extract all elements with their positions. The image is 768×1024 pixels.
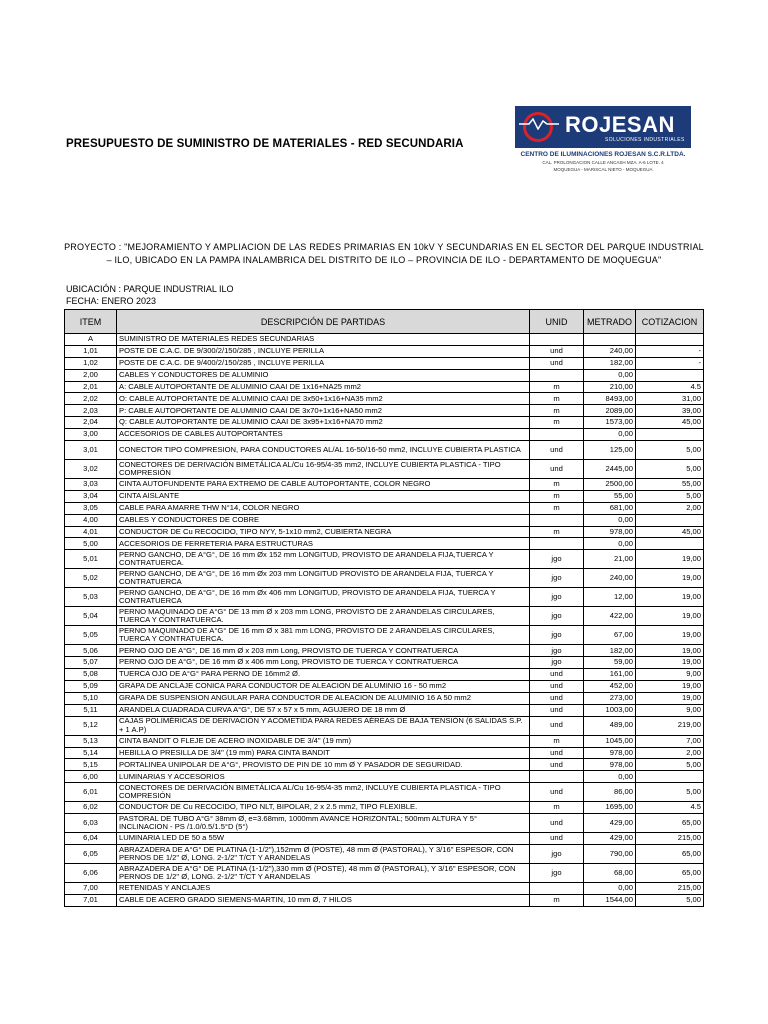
logo-company: CENTRO DE ILUMINACIONES ROJESAN S.C.R.LTDA. bbox=[520, 151, 686, 158]
cell-quantity: 273,00 bbox=[584, 692, 636, 704]
cell-price: 215,00 bbox=[636, 833, 704, 845]
cell-price: 45,00 bbox=[636, 417, 704, 429]
cell-item: 7,01 bbox=[65, 894, 117, 906]
logo-address: CAL. PROLONGACION CALLE ANCASH MZA. A-6 LOTE. 4 bbox=[542, 160, 664, 165]
cell-item: 3,05 bbox=[65, 502, 117, 514]
cell-unit: jgo bbox=[530, 864, 584, 883]
cell-item: 3,04 bbox=[65, 490, 117, 502]
cell-item: 2,02 bbox=[65, 393, 117, 405]
cell-unit bbox=[530, 334, 584, 346]
table-body bbox=[65, 334, 704, 907]
cell-quantity: 21,00 bbox=[584, 550, 636, 569]
table-row bbox=[65, 569, 704, 588]
cell-quantity: 240,00 bbox=[584, 345, 636, 357]
cell-quantity: 422,00 bbox=[584, 607, 636, 626]
logo-banner bbox=[515, 106, 691, 148]
table-row bbox=[65, 747, 704, 759]
cell-unit: und bbox=[530, 669, 584, 681]
cell-description: CONECTORES DE DERIVACIÓN BIMETÁLICA AL/Cu 16-95/4-35 mm2, INCLUYE CUBIERTA PLASTICA - TIPO COMPRESIÓN bbox=[117, 783, 530, 802]
cell-quantity: 240,00 bbox=[584, 569, 636, 588]
cell-quantity: 429,00 bbox=[584, 814, 636, 833]
cell-quantity bbox=[584, 334, 636, 346]
cell-quantity: 12,00 bbox=[584, 588, 636, 607]
cell-quantity: 125,00 bbox=[584, 441, 636, 460]
cell-description: PERNO OJO DE A°G°, DE 16 mm Ø x 406 mm Long, PROVISTO DE TUERCA Y CONTRATUERCA bbox=[117, 657, 530, 669]
cell-price: 19,00 bbox=[636, 681, 704, 693]
cell-price: 19,00 bbox=[636, 657, 704, 669]
cell-description: P: CABLE AUTOPORTANTE DE ALUMINIO CAAI DE 3x70+1x16+NA50 mm2 bbox=[117, 405, 530, 417]
cell-unit: jgo bbox=[530, 607, 584, 626]
cell-unit: und bbox=[530, 460, 584, 479]
cell-quantity: 210,00 bbox=[584, 381, 636, 393]
cell-item: 6,02 bbox=[65, 802, 117, 814]
logo-wave-icon bbox=[519, 118, 559, 130]
cell-description: CABLE PARA AMARRE THW N°14, COLOR NEGRO bbox=[117, 502, 530, 514]
cell-quantity: 86,00 bbox=[584, 783, 636, 802]
cell-price: 215,00 bbox=[636, 883, 704, 895]
cell-price: 65,00 bbox=[636, 814, 704, 833]
cell-price: 39,00 bbox=[636, 405, 704, 417]
cell-quantity: 182,00 bbox=[584, 645, 636, 657]
table-row bbox=[65, 357, 704, 369]
table-row bbox=[65, 334, 704, 346]
cell-price: 5,00 bbox=[636, 894, 704, 906]
cell-description: POSTE DE C.A.C. DE 9/300/2/150/285 , INCLUYE PERILLA bbox=[117, 345, 530, 357]
table-row bbox=[65, 735, 704, 747]
table-row bbox=[65, 814, 704, 833]
cell-quantity: 0,00 bbox=[584, 369, 636, 381]
logo-contact: MOQUEGUA - MARISCAL NIETO - MOQUEGUA bbox=[553, 167, 653, 172]
cell-price: 19,00 bbox=[636, 588, 704, 607]
cell-price: 5,00 bbox=[636, 441, 704, 460]
cell-quantity: 978,00 bbox=[584, 759, 636, 771]
cell-item: 2,00 bbox=[65, 369, 117, 381]
cell-unit bbox=[530, 514, 584, 526]
cell-description: LUMINARIA LED DE 50 a 55W bbox=[117, 833, 530, 845]
header-description: DESCRIPCIÓN DE PARTIDAS bbox=[117, 310, 530, 334]
table-row bbox=[65, 502, 704, 514]
cell-item: A bbox=[65, 334, 117, 346]
table-row bbox=[65, 514, 704, 526]
cell-price: 31,00 bbox=[636, 393, 704, 405]
cell-quantity: 59,00 bbox=[584, 657, 636, 669]
cell-item: 3,02 bbox=[65, 460, 117, 479]
cell-description: PERNO OJO DE A°G°, DE 16 mm Ø x 203 mm Long, PROVISTO DE TUERCA Y CONTRATUERCA bbox=[117, 645, 530, 657]
cell-item: 5,13 bbox=[65, 735, 117, 747]
cell-price: 19,00 bbox=[636, 645, 704, 657]
company-logo bbox=[515, 106, 691, 174]
cell-price: 2,00 bbox=[636, 747, 704, 759]
cell-unit: und bbox=[530, 716, 584, 735]
cell-price: 5,00 bbox=[636, 783, 704, 802]
cell-quantity: 161,00 bbox=[584, 669, 636, 681]
cell-unit: m bbox=[530, 802, 584, 814]
cell-quantity: 0,00 bbox=[584, 538, 636, 550]
cell-item: 5,14 bbox=[65, 747, 117, 759]
cell-item: 2,03 bbox=[65, 405, 117, 417]
cell-item: 5,01 bbox=[65, 550, 117, 569]
cell-item: 4,00 bbox=[65, 514, 117, 526]
cell-unit: m bbox=[530, 502, 584, 514]
cell-description: PORTALINEA UNIPOLAR DE A°G°, PROVISTO DE PIN DE 10 mm Ø Y PASADOR DE SEGURIDAD. bbox=[117, 759, 530, 771]
cell-unit: jgo bbox=[530, 645, 584, 657]
table-row bbox=[65, 845, 704, 864]
cell-price bbox=[636, 369, 704, 381]
table-row bbox=[65, 669, 704, 681]
cell-unit: jgo bbox=[530, 550, 584, 569]
cell-quantity: 429,00 bbox=[584, 833, 636, 845]
date-line: FECHA: ENERO 2023 bbox=[66, 296, 157, 306]
cell-unit: und bbox=[530, 441, 584, 460]
cell-unit: m bbox=[530, 381, 584, 393]
header-unit: UNID bbox=[530, 310, 584, 334]
cell-item: 5,08 bbox=[65, 669, 117, 681]
cell-unit: und bbox=[530, 692, 584, 704]
cell-description: PASTORAL DE TUBO A°G° 38mm Ø, e=3.68mm, 1000mm AVANCE HORIZONTAL; 500mm ALTURA Y 5° INCLINACION - PS /1.0/0.5/1.5°D (5°) bbox=[117, 814, 530, 833]
cell-description: CINTA AISLANTE bbox=[117, 490, 530, 502]
cell-description: CINTA AUTOFUNDENTE PARA EXTREMO DE CABLE AUTOPORTANTE, COLOR NEGRO bbox=[117, 479, 530, 491]
cell-description: CONECTORES DE DERIVACIÓN BIMETÁLICA AL/Cu 16-95/4-35 mm2, INCLUYE CUBIERTA PLASTICA - TIPO COMPRESIÓN bbox=[117, 460, 530, 479]
table-row bbox=[65, 538, 704, 550]
cell-item: 5,11 bbox=[65, 704, 117, 716]
cell-unit: und bbox=[530, 704, 584, 716]
cell-quantity: 182,00 bbox=[584, 357, 636, 369]
location-line: UBICACIÓN : PARQUE INDUSTRIAL ILO bbox=[66, 284, 234, 294]
cell-price: 45,00 bbox=[636, 526, 704, 538]
table-row bbox=[65, 645, 704, 657]
cell-quantity: 452,00 bbox=[584, 681, 636, 693]
cell-description: ABRAZADERA DE A°G° DE PLATINA (1-1/2"),152mm Ø (POSTE), 48 mm Ø (PASTORAL), Y 3/16" ESPESOR, CON PERNOS DE 1/2" Ø, LONG. 2-1/2" T/CT Y ARANDELAS bbox=[117, 845, 530, 864]
cell-unit: und bbox=[530, 759, 584, 771]
cell-description: Q: CABLE AUTOPORTANTE DE ALUMINIO CAAI DE 3x95+1x16+NA70 mm2 bbox=[117, 417, 530, 429]
table-row bbox=[65, 588, 704, 607]
cell-unit bbox=[530, 883, 584, 895]
table-row bbox=[65, 460, 704, 479]
cell-description: PERNO GANCHO, DE A°G°, DE 16 mm Øx 406 mm LONGITUD, PROVISTO DE ARANDELA FIJA, TUERCA Y CONTRATUERCA bbox=[117, 588, 530, 607]
cell-price: 19,00 bbox=[636, 550, 704, 569]
cell-price: 65,00 bbox=[636, 864, 704, 883]
cell-unit: m bbox=[530, 526, 584, 538]
cell-unit: jgo bbox=[530, 845, 584, 864]
cell-item: 6,00 bbox=[65, 771, 117, 783]
cell-unit: und bbox=[530, 783, 584, 802]
cell-quantity: 1544,00 bbox=[584, 894, 636, 906]
cell-price: 65,00 bbox=[636, 845, 704, 864]
cell-price: 9,00 bbox=[636, 704, 704, 716]
cell-description: HEBILLA O PRESILLA DE 3/4" (19 mm) PARA CINTA BANDIT bbox=[117, 747, 530, 759]
table-row bbox=[65, 681, 704, 693]
cell-unit: m bbox=[530, 490, 584, 502]
cell-description: GRAPA DE ANCLAJE CONICA PARA CONDUCTOR DE ALEACION DE ALUMINIO 16 - 50 mm2 bbox=[117, 681, 530, 693]
cell-item: 1,02 bbox=[65, 357, 117, 369]
table-row bbox=[65, 429, 704, 441]
cell-description: PERNO MAQUINADO DE A°G° DE 16 mm Ø x 381 mm LONG, PROVISTO DE 2 ARANDELAS CIRCULARES, TUERCA Y CONTRATUERCA. bbox=[117, 626, 530, 645]
cell-item: 4,01 bbox=[65, 526, 117, 538]
table-row bbox=[65, 833, 704, 845]
cell-item: 5,06 bbox=[65, 645, 117, 657]
cell-unit bbox=[530, 538, 584, 550]
cell-item: 7,00 bbox=[65, 883, 117, 895]
cell-description: CONDUCTOR DE Cu RECOCIDO, TIPO NLT, BIPOLAR, 2 x 2.5 mm2, TIPO FLEXIBLE. bbox=[117, 802, 530, 814]
page-title: PRESUPUESTO DE SUMINISTRO DE MATERIALES - RED SECUNDARIA bbox=[66, 138, 464, 150]
table-row bbox=[65, 393, 704, 405]
cell-price bbox=[636, 771, 704, 783]
cell-description: GRAPA DE SUSPENSION ANGULAR PARA CONDUCTOR DE ALEACION DE ALUMINIO 16 A 50 mm2 bbox=[117, 692, 530, 704]
cell-description: TUERCA OJO DE A°G° PARA PERNO DE 16mm2 Ø. bbox=[117, 669, 530, 681]
cell-price bbox=[636, 429, 704, 441]
cell-description: ARANDELA CUADRADA CURVA A°G°, DE 57 x 57 x 5 mm, AGUJERO DE 18 mm Ø bbox=[117, 704, 530, 716]
cell-unit bbox=[530, 369, 584, 381]
cell-item: 5,04 bbox=[65, 607, 117, 626]
cell-price: 5,00 bbox=[636, 460, 704, 479]
cell-item: 6,06 bbox=[65, 864, 117, 883]
cell-quantity: 2089,00 bbox=[584, 405, 636, 417]
cell-item: 5,12 bbox=[65, 716, 117, 735]
cell-description: CABLE DE ACERO GRADO SIEMENS-MARTIN, 10 mm Ø, 7 HILOS bbox=[117, 894, 530, 906]
cell-item: 5,05 bbox=[65, 626, 117, 645]
cell-price: 4.5 bbox=[636, 381, 704, 393]
cell-price bbox=[636, 538, 704, 550]
table-row bbox=[65, 704, 704, 716]
cell-item: 5,07 bbox=[65, 657, 117, 669]
cell-description: LUMINARIAS Y ACCESORIOS bbox=[117, 771, 530, 783]
cell-description: RETENIDAS Y ANCLAJES bbox=[117, 883, 530, 895]
table-row bbox=[65, 894, 704, 906]
cell-unit: jgo bbox=[530, 657, 584, 669]
table-row bbox=[65, 381, 704, 393]
cell-quantity: 8493,00 bbox=[584, 393, 636, 405]
cell-description: CINTA BANDIT O FLEJE DE ACERO INOXIDABLE DE 3/4" (19 mm) bbox=[117, 735, 530, 747]
cell-price: 4.5 bbox=[636, 802, 704, 814]
cell-price: 9,00 bbox=[636, 669, 704, 681]
cell-quantity: 1003,00 bbox=[584, 704, 636, 716]
table-row bbox=[65, 441, 704, 460]
cell-quantity: 0,00 bbox=[584, 429, 636, 441]
cell-item: 6,04 bbox=[65, 833, 117, 845]
logo-subtitle: SOLUCIONES INDUSTRIALES bbox=[605, 137, 685, 143]
cell-unit: und bbox=[530, 747, 584, 759]
cell-item: 2,04 bbox=[65, 417, 117, 429]
header-item: ITEM bbox=[65, 310, 117, 334]
cell-quantity: 55,00 bbox=[584, 490, 636, 502]
logo-name: ROJESAN bbox=[565, 112, 675, 137]
cell-description: ABRAZADERA DE A°G° DE PLATINA (1-1/2"),330 mm Ø (POSTE), 48 mm Ø (PASTORAL), Y 3/16" ESPESOR, CON PERNOS DE 1/2" Ø, LONG. 2-1/2" T/CT Y ARANDELAS bbox=[117, 864, 530, 883]
cell-description: ACCESORIOS DE CABLES AUTOPORTANTES bbox=[117, 429, 530, 441]
cell-price: 5,00 bbox=[636, 490, 704, 502]
cell-description: PERNO MAQUINADO DE A°G° DE 13 mm Ø x 203 mm LONG, PROVISTO DE 2 ARANDELAS CIRCULARES, TUERCA Y CONTRATUERCA. bbox=[117, 607, 530, 626]
cell-item: 6,05 bbox=[65, 845, 117, 864]
cell-unit: und bbox=[530, 833, 584, 845]
cell-quantity: 1045,00 bbox=[584, 735, 636, 747]
budget-table bbox=[64, 309, 704, 907]
cell-item: 5,03 bbox=[65, 588, 117, 607]
header-price: COTIZACION bbox=[636, 310, 704, 334]
table-row bbox=[65, 883, 704, 895]
cell-quantity: 790,00 bbox=[584, 845, 636, 864]
cell-unit: m bbox=[530, 479, 584, 491]
cell-item: 3,03 bbox=[65, 479, 117, 491]
cell-description: PERNO GANCHO, DE A°G°, DE 16 mm Øx 203 mm LONGITUD PROVISTO DE ARANDELA FIJA, TUERCA Y CONTRATUERCA bbox=[117, 569, 530, 588]
cell-price: 19,00 bbox=[636, 569, 704, 588]
cell-item: 3,00 bbox=[65, 429, 117, 441]
table-row bbox=[65, 802, 704, 814]
cell-price: - bbox=[636, 357, 704, 369]
cell-description: CABLES Y CONDUCTORES DE ALUMINIO bbox=[117, 369, 530, 381]
cell-unit: m bbox=[530, 894, 584, 906]
cell-price bbox=[636, 514, 704, 526]
cell-quantity: 681,00 bbox=[584, 502, 636, 514]
table-row bbox=[65, 479, 704, 491]
table-row bbox=[65, 626, 704, 645]
cell-price: - bbox=[636, 345, 704, 357]
table-row bbox=[65, 345, 704, 357]
cell-item: 5,00 bbox=[65, 538, 117, 550]
cell-quantity: 68,00 bbox=[584, 864, 636, 883]
table-row bbox=[65, 490, 704, 502]
cell-description: POSTE DE C.A.C. DE 9/400/2/150/285 , INCLUYE PERILLA bbox=[117, 357, 530, 369]
cell-unit: m bbox=[530, 405, 584, 417]
cell-quantity: 1695,00 bbox=[584, 802, 636, 814]
cell-unit: und bbox=[530, 357, 584, 369]
cell-quantity: 978,00 bbox=[584, 526, 636, 538]
project-description: PROYECTO : "MEJORAMIENTO Y AMPLIACION DE LAS REDES PRIMARIAS EN 10kV Y SECUNDARIAS EN EL SECTOR DEL PARQUE INDUSTRIAL – ILO, UBICADO EN LA PAMPA INALAMBRICA DEL DISTRITO DE ILO – PROVINCIA DE ILO - DEPARTAMENTO DE MOQUEGUA" bbox=[64, 242, 704, 265]
cell-description: CABLES Y CONDUCTORES DE COBRE bbox=[117, 514, 530, 526]
cell-unit: und bbox=[530, 814, 584, 833]
table-row bbox=[65, 405, 704, 417]
cell-description: ACCESORIOS DE FERRETERIA PARA ESTRUCTURAS bbox=[117, 538, 530, 550]
cell-price: 219,00 bbox=[636, 716, 704, 735]
cell-unit: m bbox=[530, 735, 584, 747]
table-row bbox=[65, 526, 704, 538]
table-row bbox=[65, 550, 704, 569]
cell-price: 55,00 bbox=[636, 479, 704, 491]
header-quantity: METRADO bbox=[584, 310, 636, 334]
cell-quantity: 67,00 bbox=[584, 626, 636, 645]
table-row bbox=[65, 864, 704, 883]
cell-description: A: CABLE AUTOPORTANTE DE ALUMINIO CAAI DE 1x16+NA25 mm2 bbox=[117, 381, 530, 393]
cell-item: 6,03 bbox=[65, 814, 117, 833]
cell-unit: m bbox=[530, 417, 584, 429]
cell-unit: und bbox=[530, 681, 584, 693]
table-row bbox=[65, 771, 704, 783]
cell-unit: m bbox=[530, 393, 584, 405]
cell-price: 2,00 bbox=[636, 502, 704, 514]
cell-item: 1,01 bbox=[65, 345, 117, 357]
cell-quantity: 2500,00 bbox=[584, 479, 636, 491]
cell-price: 19,00 bbox=[636, 607, 704, 626]
cell-quantity: 0,00 bbox=[584, 771, 636, 783]
cell-quantity: 2445,00 bbox=[584, 460, 636, 479]
cell-unit: und bbox=[530, 345, 584, 357]
cell-unit bbox=[530, 771, 584, 783]
cell-unit: jgo bbox=[530, 569, 584, 588]
table-row bbox=[65, 692, 704, 704]
table-row bbox=[65, 716, 704, 735]
cell-quantity: 978,00 bbox=[584, 747, 636, 759]
cell-description: PERNO GANCHO, DE A°G°, DE 16 mm Øx 152 mm LONGITUD, PROVISTO DE ARANDELA FIJA,TUERCA Y CONTRATUERCA. bbox=[117, 550, 530, 569]
cell-description: CAJAS POLIMÉRICAS DE DERIVACIÓN Y ACOMETIDA PARA REDES AÉREAS DE BAJA TENSIÓN (6 SALIDAS S.P. + 1 A.P) bbox=[117, 716, 530, 735]
table-row bbox=[65, 657, 704, 669]
table-row bbox=[65, 607, 704, 626]
table-row bbox=[65, 369, 704, 381]
cell-quantity: 0,00 bbox=[584, 883, 636, 895]
cell-item: 5,10 bbox=[65, 692, 117, 704]
cell-unit: jgo bbox=[530, 626, 584, 645]
cell-description: SUMINISTRO DE MATERIALES REDES SECUNDARIAS bbox=[117, 334, 530, 346]
cell-item: 5,02 bbox=[65, 569, 117, 588]
cell-price: 5,00 bbox=[636, 759, 704, 771]
cell-price: 19,00 bbox=[636, 692, 704, 704]
cell-quantity: 1573,00 bbox=[584, 417, 636, 429]
table-header-row bbox=[65, 310, 704, 334]
cell-item: 2,01 bbox=[65, 381, 117, 393]
cell-item: 5,09 bbox=[65, 681, 117, 693]
cell-price: 19,00 bbox=[636, 626, 704, 645]
cell-description: O: CABLE AUTOPORTANTE DE ALUMINIO CAAI DE 3x50+1x16+NA35 mm2 bbox=[117, 393, 530, 405]
cell-item: 3,01 bbox=[65, 441, 117, 460]
cell-description: CONDUCTOR DE Cu RECOCIDO, TIPO NYY, 5-1x10 mm2, CUBIERTA NEGRA bbox=[117, 526, 530, 538]
cell-price bbox=[636, 334, 704, 346]
table-row bbox=[65, 417, 704, 429]
cell-unit: jgo bbox=[530, 588, 584, 607]
cell-description: CONECTOR TIPO COMPRESION, PARA CONDUCTORES AL/AL 16-50/16-50 mm2, INCLUYE CUBIERTA PLASTICA bbox=[117, 441, 530, 460]
cell-quantity: 489,00 bbox=[584, 716, 636, 735]
cell-unit bbox=[530, 429, 584, 441]
cell-item: 5,15 bbox=[65, 759, 117, 771]
cell-quantity: 0,00 bbox=[584, 514, 636, 526]
cell-item: 6,01 bbox=[65, 783, 117, 802]
table-row bbox=[65, 783, 704, 802]
cell-price: 7,00 bbox=[636, 735, 704, 747]
table-row bbox=[65, 759, 704, 771]
